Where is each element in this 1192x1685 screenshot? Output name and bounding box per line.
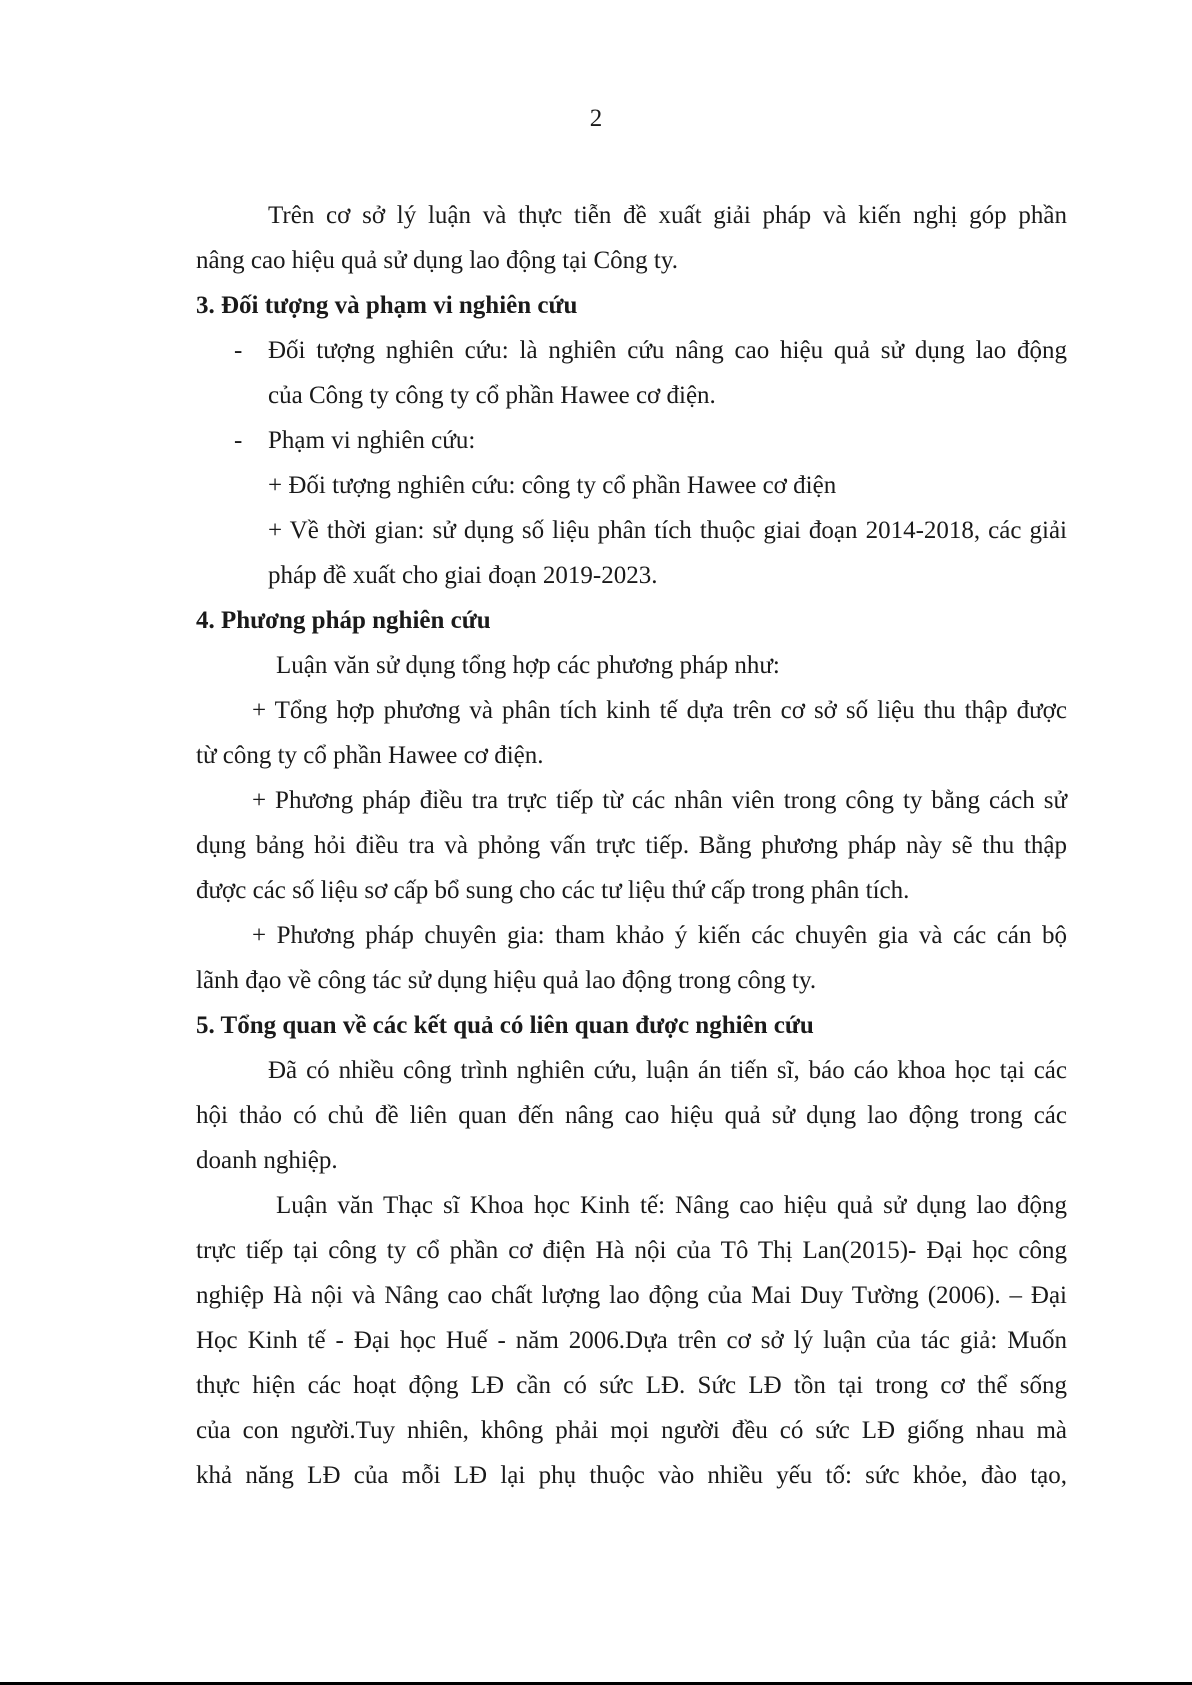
paragraph-line: Học Kinh tế - Đại học Huế - năm 2006.Dựa trên cơ sở lý luận của tác giả: Muốn xyxy=(196,1327,1067,1354)
page-number: 2 xyxy=(589,105,603,132)
paragraph-line: lãnh đạo về công tác sử dụng hiệu quả lao động trong công ty. xyxy=(196,967,817,994)
section-heading-5: 5. Tổng quan về các kết quả có liên quan được nghiên cứu xyxy=(196,1012,814,1039)
paragraph-line: thực hiện các hoạt động LĐ cần có sức LĐ. Sức LĐ tồn tại trong cơ thể sống xyxy=(196,1372,1067,1399)
paragraph-line: từ công ty cổ phần Hawee cơ điện. xyxy=(196,742,544,769)
paragraph-line: Trên cơ sở lý luận và thực tiễn đề xuất giải pháp và kiến nghị góp phần xyxy=(268,202,1067,229)
page-body xyxy=(196,193,1067,1498)
paragraph-line: + Phương pháp điều tra trực tiếp từ các nhân viên trong công ty bằng cách sử xyxy=(252,787,1067,814)
paragraph-line: nâng cao hiệu quả sử dụng lao động tại Công ty. xyxy=(196,247,678,274)
bullet-item xyxy=(196,328,1067,373)
sub-item: + Về thời gian: sử dụng số liệu phân tích thuộc giai đoạn 2014-2018, các giải xyxy=(268,517,1067,544)
bullet-item xyxy=(196,418,1067,463)
paragraph-line: trực tiếp tại công ty cổ phần cơ điện Hà nội của Tô Thị Lan(2015)- Đại học công xyxy=(196,1237,1067,1264)
paragraph-line: khả năng LĐ của mỗi LĐ lại phụ thuộc vào nhiều yếu tố: sức khỏe, đào tạo, xyxy=(196,1462,1067,1489)
bullet-dash: - xyxy=(234,427,243,454)
paragraph-line: dụng bảng hỏi điều tra và phỏng vấn trực tiếp. Bằng phương pháp này sẽ thu thập xyxy=(196,832,1067,859)
paragraph-line: Đã có nhiều công trình nghiên cứu, luận án tiến sĩ, báo cáo khoa học tại các xyxy=(268,1057,1067,1084)
paragraph-line: hội thảo có chủ đề liên quan đến nâng cao hiệu quả sử dụng lao động trong các xyxy=(196,1102,1067,1129)
paragraph-line: + Phương pháp chuyên gia: tham khảo ý kiến các chuyên gia và các cán bộ xyxy=(252,922,1067,949)
section-heading-3: 3. Đối tượng và phạm vi nghiên cứu xyxy=(196,292,578,319)
paragraph-line: của con người.Tuy nhiên, không phải mọi người đều có sức LĐ giống nhau mà xyxy=(196,1417,1067,1444)
bullet-text: Đối tượng nghiên cứu: là nghiên cứu nâng cao hiệu quả sử dụng lao động xyxy=(268,337,1067,364)
paragraph-line: + Tổng hợp phương và phân tích kinh tế dựa trên cơ sở số liệu thu thập được xyxy=(252,697,1067,724)
paragraph-line: nghiệp Hà nội và Nâng cao chất lượng lao động của Mai Duy Tường (2006). – Đại xyxy=(196,1282,1067,1309)
paragraph-line: Luận văn sử dụng tổng hợp các phương pháp như: xyxy=(276,652,780,679)
bullet-continuation: của Công ty công ty cổ phần Hawee cơ điện. xyxy=(268,382,716,409)
bullet-dash: - xyxy=(234,337,243,364)
section-heading-4: 4. Phương pháp nghiên cứu xyxy=(196,607,491,634)
paragraph-line: doanh nghiệp. xyxy=(196,1147,338,1174)
bullet-text: Phạm vi nghiên cứu: xyxy=(268,427,476,454)
paragraph-line: được các số liệu sơ cấp bổ sung cho các tư liệu thứ cấp trong phân tích. xyxy=(196,877,910,904)
sub-item: + Đối tượng nghiên cứu: công ty cổ phần Hawee cơ điện xyxy=(268,472,837,499)
sub-item-continuation: pháp đề xuất cho giai đoạn 2019-2023. xyxy=(268,562,658,589)
paragraph-line: Luận văn Thạc sĩ Khoa học Kinh tế: Nâng cao hiệu quả sử dụng lao động xyxy=(276,1192,1067,1219)
